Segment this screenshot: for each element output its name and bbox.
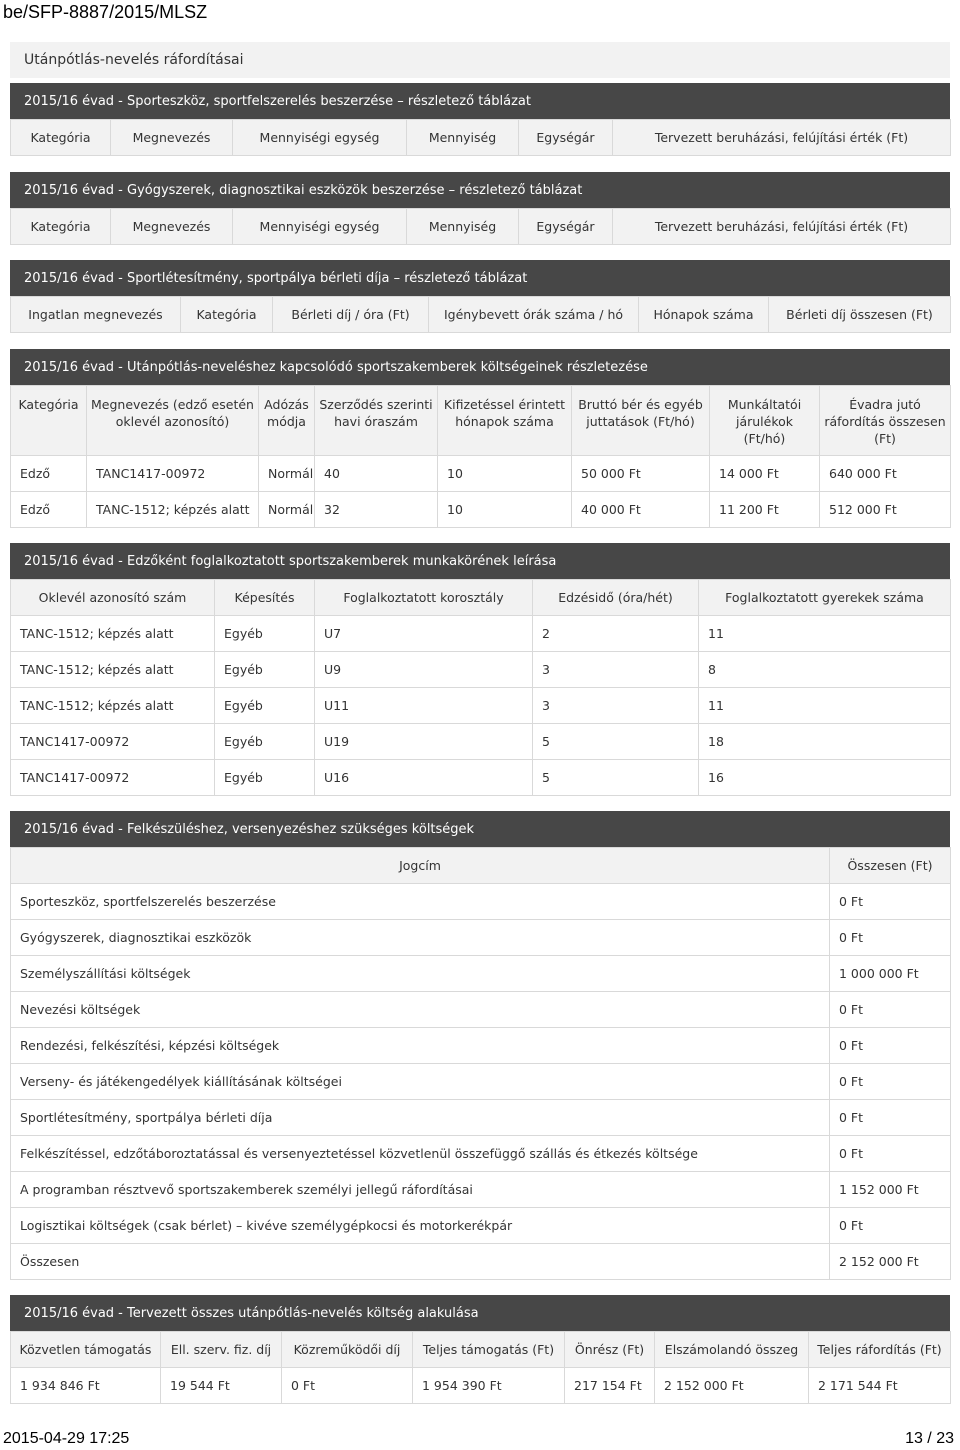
table-row [11, 1244, 951, 1280]
table-cell: 3 [533, 652, 699, 688]
table-cell: Sportlétesítmény, sportpálya bérleti díja [11, 1100, 830, 1136]
table-cell: 10 [438, 456, 572, 492]
coaches-header-row [11, 580, 951, 616]
table-cell: TANC-1512; képzés alatt [11, 616, 215, 652]
staff-costs-section-title: 2015/16 évad - Utánpótlás-neveléshez kapcsolódó sportszakemberek költségeinek részletezése [10, 349, 950, 385]
column-header: Jogcím [11, 848, 830, 884]
table-cell: U11 [315, 688, 533, 724]
column-header: Megnevezés [111, 209, 233, 245]
table-cell: Edző [11, 492, 87, 528]
facility-section-title: 2015/16 évad - Sportlétesítmény, sportpálya bérleti díja – részletező táblázat [10, 260, 950, 296]
table-cell: Logisztikai költségek (csak bérlet) – kivéve személygépkocsi és motorkerékpár [11, 1208, 830, 1244]
table-row [11, 1028, 951, 1064]
table-row [11, 884, 951, 920]
table-cell: 40 [315, 456, 438, 492]
column-header: Munkáltatói járulékok (Ft/hó) [710, 386, 820, 456]
column-header: Képesítés [215, 580, 315, 616]
column-header: Teljes támogatás (Ft) [413, 1332, 565, 1368]
prep-costs-section [10, 811, 950, 1280]
table-cell: 0 Ft [830, 920, 951, 956]
column-header: Kategória [11, 120, 111, 156]
column-header: Kategória [181, 297, 273, 333]
table-cell: 1 954 390 Ft [413, 1368, 565, 1404]
table-cell: 1 152 000 Ft [830, 1172, 951, 1208]
column-header: Közvetlen támogatás [11, 1332, 161, 1368]
staff-costs-table [10, 385, 951, 528]
medical-table [10, 208, 951, 245]
table-cell: 640 000 Ft [820, 456, 951, 492]
table-cell: 512 000 Ft [820, 492, 951, 528]
table-cell: 0 Ft [830, 1208, 951, 1244]
table-cell: Egyéb [215, 760, 315, 796]
equipment-section [10, 83, 950, 156]
table-row [11, 920, 951, 956]
prep-costs-section-title: 2015/16 évad - Felkészüléshez, versenyezéshez szükséges költségek [10, 811, 950, 847]
table-cell: 8 [699, 652, 951, 688]
column-header: Kifizetéssel érintett hónapok száma [438, 386, 572, 456]
staff-costs-header-row [11, 386, 951, 456]
equipment-table [10, 119, 951, 156]
table-cell: 2 152 000 Ft [830, 1244, 951, 1280]
page-title: Utánpótlás-nevelés ráfordításai [10, 42, 950, 78]
column-header: Edzésidő (óra/hét) [533, 580, 699, 616]
table-cell: 0 Ft [830, 1028, 951, 1064]
table-cell: Felkészítéssel, edzőtáboroztatással és versenyeztetéssel közvetlenül összefüggő szállás és étkezés költsége [11, 1136, 830, 1172]
table-cell: 11 [699, 688, 951, 724]
table-cell: 18 [699, 724, 951, 760]
table-cell: 217 154 Ft [565, 1368, 655, 1404]
coaches-section-title: 2015/16 évad - Edzőként foglalkoztatott sportszakemberek munkakörének leírása [10, 543, 950, 579]
table-cell: 3 [533, 688, 699, 724]
table-cell: 1 934 846 Ft [11, 1368, 161, 1404]
table-cell: 11 200 Ft [710, 492, 820, 528]
table-cell: 50 000 Ft [572, 456, 710, 492]
table-cell: TANC1417-00972 [11, 760, 215, 796]
table-row [11, 652, 951, 688]
column-header: Teljes ráfordítás (Ft) [809, 1332, 951, 1368]
prep-costs-table [10, 847, 951, 1280]
table-row [11, 1172, 951, 1208]
column-header: Hónapok száma [639, 297, 769, 333]
table-row [11, 724, 951, 760]
total-costs-header-row [11, 1332, 951, 1368]
table-cell: Rendezési, felkészítési, képzési költségek [11, 1028, 830, 1064]
column-header: Összesen (Ft) [830, 848, 951, 884]
column-header: Mennyiségi egység [233, 209, 407, 245]
column-header: Egységár [519, 209, 613, 245]
column-header: Bérleti díj / óra (Ft) [273, 297, 429, 333]
column-header: Megnevezés [111, 120, 233, 156]
table-cell: 19 544 Ft [161, 1368, 282, 1404]
total-costs-section-title: 2015/16 évad - Tervezett összes utánpótlás-nevelés költség alakulása [10, 1295, 950, 1331]
table-cell: Sporteszköz, sportfelszerelés beszerzése [11, 884, 830, 920]
column-header: Közreműködői díj [282, 1332, 413, 1368]
table-row [11, 456, 951, 492]
column-header: Adózás módja [259, 386, 315, 456]
table-row [11, 616, 951, 652]
coaches-section [10, 543, 950, 796]
table-cell: U9 [315, 652, 533, 688]
table-cell: 2 152 000 Ft [655, 1368, 809, 1404]
table-cell: Egyéb [215, 652, 315, 688]
column-header: Mennyiségi egység [233, 120, 407, 156]
column-header: Évadra jutó ráfordítás összesen (Ft) [820, 386, 951, 456]
table-cell: U16 [315, 760, 533, 796]
table-cell: Összesen [11, 1244, 830, 1280]
table-cell: 40 000 Ft [572, 492, 710, 528]
column-header: Bérleti díj összesen (Ft) [769, 297, 951, 333]
table-cell: 5 [533, 760, 699, 796]
column-header: Foglalkoztatott korosztály [315, 580, 533, 616]
column-header: Elszámolandó összeg [655, 1332, 809, 1368]
staff-costs-section [10, 349, 950, 528]
table-cell: Egyéb [215, 724, 315, 760]
table-row [11, 1100, 951, 1136]
column-header: Megnevezés (edző esetén oklevél azonosító) [87, 386, 259, 456]
table-cell: 0 Ft [830, 992, 951, 1028]
table-cell: Egyéb [215, 616, 315, 652]
table-row [11, 1368, 951, 1404]
table-cell: Edző [11, 456, 87, 492]
column-header: Tervezett beruházási, felújítási érték (Ft) [613, 209, 951, 245]
column-header: Mennyiség [407, 120, 519, 156]
table-cell: 5 [533, 724, 699, 760]
table-row [11, 688, 951, 724]
footer-page-number: 13 / 23 [905, 1430, 954, 1447]
equipment-section-title: 2015/16 évad - Sporteszköz, sportfelszerelés beszerzése – részletező táblázat [10, 83, 950, 119]
table-cell: 0 Ft [282, 1368, 413, 1404]
column-header: Mennyiség [407, 209, 519, 245]
column-header: Oklevél azonosító szám [11, 580, 215, 616]
table-cell: TANC-1512; képzés alatt [11, 688, 215, 724]
table-cell: TANC1417-00972 [11, 724, 215, 760]
column-header: Egységár [519, 120, 613, 156]
table-cell: Személyszállítási költségek [11, 956, 830, 992]
medical-section-title: 2015/16 évad - Gyógyszerek, diagnosztikai eszközök beszerzése – részletező táblázat [10, 172, 950, 208]
table-cell: 11 [699, 616, 951, 652]
table-cell: TANC1417-00972 [87, 456, 259, 492]
table-cell: 0 Ft [830, 1136, 951, 1172]
column-header: Önrész (Ft) [565, 1332, 655, 1368]
facility-section [10, 260, 950, 333]
table-row [11, 492, 951, 528]
table-cell: 14 000 Ft [710, 456, 820, 492]
table-row [11, 992, 951, 1028]
table-cell: U19 [315, 724, 533, 760]
table-cell: TANC-1512; képzés alatt [11, 652, 215, 688]
table-row [11, 1064, 951, 1100]
column-header: Kategória [11, 386, 87, 456]
table-cell: Normál [259, 456, 315, 492]
table-cell: 2 [533, 616, 699, 652]
column-header: Tervezett beruházási, felújítási érték (Ft) [613, 120, 951, 156]
column-header: Bruttó bér és egyéb juttatások (Ft/hó) [572, 386, 710, 456]
equipment-header-row [11, 120, 951, 156]
table-cell: Normál [259, 492, 315, 528]
table-cell: Gyógyszerek, diagnosztikai eszközök [11, 920, 830, 956]
column-header: Kategória [11, 209, 111, 245]
footer-timestamp: 2015-04-29 17:25 [3, 1430, 130, 1447]
table-row [11, 760, 951, 796]
total-costs-table [10, 1331, 951, 1404]
table-cell: 32 [315, 492, 438, 528]
prep-costs-header-row [11, 848, 951, 884]
table-cell: U7 [315, 616, 533, 652]
table-row [11, 1136, 951, 1172]
table-cell: 0 Ft [830, 1100, 951, 1136]
facility-header-row [11, 297, 951, 333]
table-row [11, 956, 951, 992]
table-cell: Egyéb [215, 688, 315, 724]
table-cell: 10 [438, 492, 572, 528]
table-cell: Nevezési költségek [11, 992, 830, 1028]
column-header: Ingatlan megnevezés [11, 297, 181, 333]
table-cell: 2 171 544 Ft [809, 1368, 951, 1404]
column-header: Ell. szerv. fiz. díj [161, 1332, 282, 1368]
medical-header-row [11, 209, 951, 245]
table-cell: Verseny- és játékengedélyek kiállításának költségei [11, 1064, 830, 1100]
column-header: Foglalkoztatott gyerekek száma [699, 580, 951, 616]
table-row [11, 1208, 951, 1244]
table-cell: 0 Ft [830, 1064, 951, 1100]
table-cell: 1 000 000 Ft [830, 956, 951, 992]
column-header: Igénybevett órák száma / hó [429, 297, 639, 333]
medical-section [10, 172, 950, 245]
table-cell: A programban résztvevő sportszakemberek személyi jellegű ráfordításai [11, 1172, 830, 1208]
coaches-table [10, 579, 951, 796]
column-header: Szerződés szerinti havi óraszám [315, 386, 438, 456]
table-cell: 0 Ft [830, 884, 951, 920]
table-cell: TANC-1512; képzés alatt [87, 492, 259, 528]
document-reference: be/SFP-8887/2015/MLSZ [3, 2, 208, 22]
total-costs-section [10, 1295, 950, 1404]
facility-table [10, 296, 951, 333]
table-cell: 16 [699, 760, 951, 796]
